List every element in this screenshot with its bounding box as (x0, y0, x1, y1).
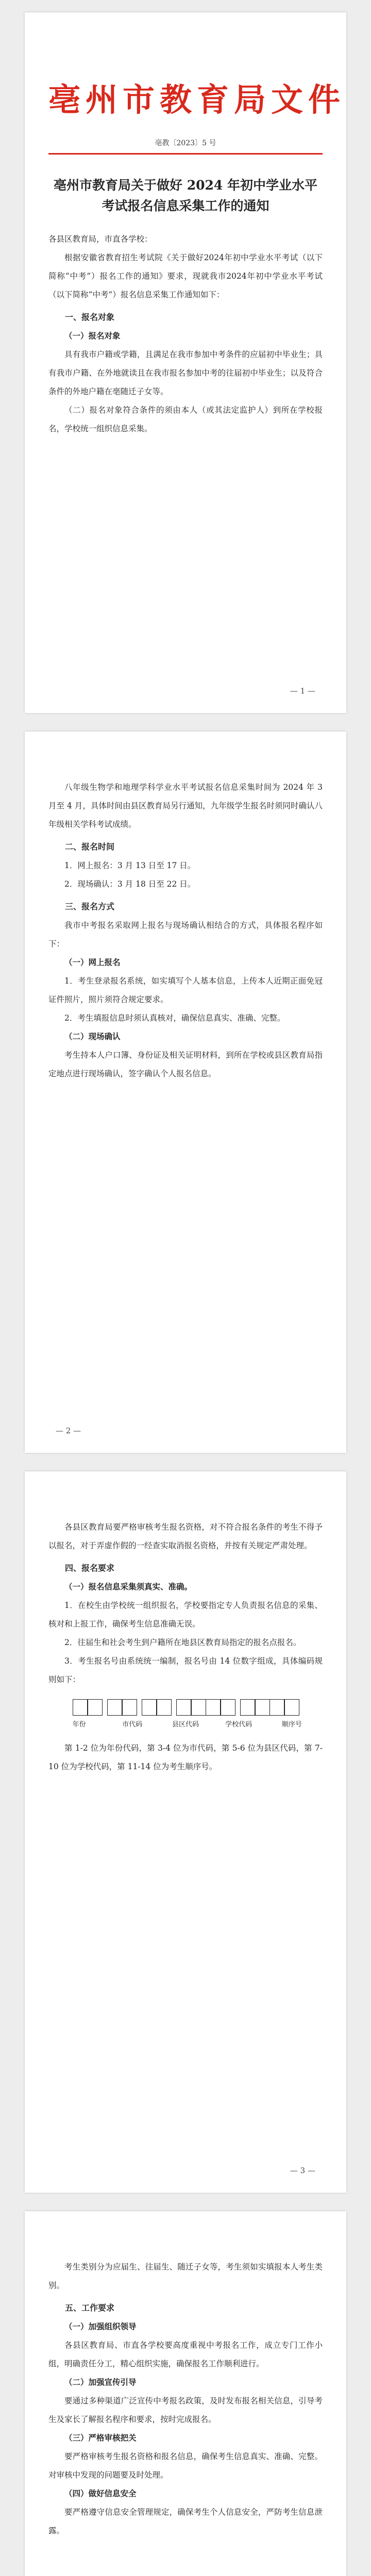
registration-code-diagram (48, 1699, 323, 1728)
section-heading: 三、报名方式 (65, 902, 115, 911)
paragraph: 1．考生登录报名系统，如实填写个人基本信息，上传本人近期正面免冠证件照片，照片须符合规定要求。 (48, 976, 323, 1004)
subsection-heading: （二）现场确认 (64, 1031, 121, 1041)
section-heading: 一、报名对象 (65, 312, 115, 322)
digit-box (191, 1699, 206, 1716)
digit-box (73, 1699, 88, 1716)
page-number: — 1 — (290, 686, 315, 696)
paragraph: 要严格审核考生报名资格和报名信息，确保考生信息真实、准确、完整。对审核中发现的问题要及时处理。 (48, 2452, 323, 2480)
subsection-heading: （二）加强宣传引导 (64, 2377, 137, 2387)
digit-box (87, 1699, 103, 1716)
paragraph: 要严格遵守信息安全管理规定，确保考生个人信息安全，严防考生信息泄露。 (48, 2507, 323, 2535)
paragraph: 各县区教育局要严格审核考生报名资格，对不符合报名条件的考生不得予以报名，对于弄虚作假的一经查实取消报名资格，并按有关规定严肃处理。 (48, 1522, 323, 1550)
title-line-2: 考试报名信息采集工作的通知 (102, 198, 269, 213)
subsection-heading: （一）网上报名 (64, 957, 121, 967)
code-label-sequence: 顺序号 (281, 1721, 302, 1728)
paragraph: 第 1-2 位为年份代码，第 3-4 位为市代码，第 5-6 位为县区代码，第 7-10 位为学校代码，第 11-14 位为考生顺序号。 (48, 1743, 323, 1771)
subsection-heading: （一）报名对象 (64, 331, 121, 341)
paragraph: 考生类别分为应届生、往届生、随迁子女等，考生须如实填报本人考生类别。 (48, 2262, 323, 2290)
section-heading: 四、报名要求 (65, 1563, 115, 1573)
digit-box (176, 1699, 192, 1716)
red-divider (48, 153, 323, 155)
paragraph: 我市中考报名采取网上报名与现场确认相结合的方式，具体报名程序如下： (48, 921, 323, 948)
digit-box (255, 1699, 270, 1716)
paragraph: 要通过多种渠道广泛宣传中考报名政策，及时发布报名相关信息，引导考生及家长了解报名程序和要求，按时完成报名。 (48, 2396, 323, 2424)
masthead: 亳州市教育局文件 (48, 81, 346, 118)
paragraph: 具有我市户籍或学籍，且满足在我市参加中考条件的应届初中毕业生；具有我市户籍、在外地就读且在我市报名参加中考的往届初中毕业生；以及符合条件的外地户籍在亳随迁子女等。 (48, 350, 323, 396)
code-digit-boxes (48, 1699, 323, 1716)
digit-box (122, 1699, 137, 1716)
page-number: — 3 — (290, 2166, 315, 2175)
code-label-city: 市代码 (122, 1721, 143, 1728)
paragraph: 1．在校生由学校统一组织报名，学校要指定专人负责报名信息的采集、核对和上报工作，确保考生信息准确无误。 (48, 1601, 323, 1629)
paragraph: 各县区教育局、市直各学校要高度重视中考报名工作，成立专门工作小组，明确责任分工，精心组织实施，确保报名工作顺利进行。 (48, 2341, 323, 2368)
document-title (48, 175, 323, 216)
document-page-2 (25, 732, 346, 1453)
doc-number: 亳教〔2023〕5 号 (155, 139, 216, 147)
digit-box (220, 1699, 235, 1716)
subsection-heading: （四）做好信息安全 (64, 2488, 137, 2498)
paragraph: （二）报名对象符合条件的须由本人（或其法定监护人）到所在学校报名，学校统一组织信息采集。 (48, 405, 323, 433)
addressee: 各县区教育局，市直各学校： (48, 234, 153, 244)
paragraph: 3．考生报名号由系统统一编制，报名号由 14 位数字组成，具体编码规则如下： (48, 1656, 323, 1684)
digit-box (107, 1699, 123, 1716)
paragraph: 1．网上报名：3 月 13 日至 17 日。 (64, 861, 196, 870)
paragraph: 2．考生填报信息时须认真核对，确保信息真实、准确、完整。 (64, 1013, 285, 1023)
digit-box (142, 1699, 157, 1716)
subsection-heading: （三）严格审核把关 (64, 2433, 137, 2443)
page-number: — 2 — (56, 1426, 81, 1435)
paragraph: 八年级生物学和地理学科学业水平考试报名信息采集时间为 2024 年 3 月至 4 月，具体时间由县区教育局另行通知，九年级学生报名时须同时确认八年级相关学科考试成绩。 (48, 783, 323, 829)
document-page-4 (25, 2211, 346, 2576)
digit-box (156, 1699, 172, 1716)
digit-box (269, 1699, 285, 1716)
subsection-heading: （一）报名信息采集须真实、准确。 (64, 1582, 193, 1591)
code-label-county: 县区代码 (172, 1721, 199, 1728)
digit-box (206, 1699, 221, 1716)
code-label-year: 年份 (72, 1721, 86, 1728)
paragraph: 考生持本人户口簿、身份证及相关证明材料，到所在学校或县区教育局指定地点进行现场确认，签字确认个人报名信息。 (48, 1050, 323, 1078)
digit-box (240, 1699, 256, 1716)
paragraph: 2．往届生和社会考生到户籍所在地县区教育局指定的报名点报名。 (64, 1638, 301, 1647)
intro-paragraph: 根据安徽省教育招生考试院《关于做好2024年初中学业水平考试（以下简称“中考”）报名工作的通知》要求，现就我市2024年初中学业水平考试（以下简称“中考”）报名信息采集工作通知如下： (48, 253, 323, 299)
code-label-school: 学校代码 (225, 1721, 252, 1728)
document-page-1 (25, 12, 346, 713)
title-line-1: 亳州市教育局关于做好 2024 年初中学业水平 (54, 178, 317, 193)
subsection-heading: （一）加强组织领导 (64, 2321, 137, 2331)
section-heading: 二、报名时间 (65, 842, 115, 852)
digit-box (284, 1699, 299, 1716)
document-page-3 (25, 1471, 346, 2193)
section-heading: 五、工作要求 (65, 2303, 115, 2313)
paragraph: 2．现场确认：3 月 18 日至 22 日。 (64, 879, 196, 889)
code-segment-labels (48, 1716, 323, 1728)
